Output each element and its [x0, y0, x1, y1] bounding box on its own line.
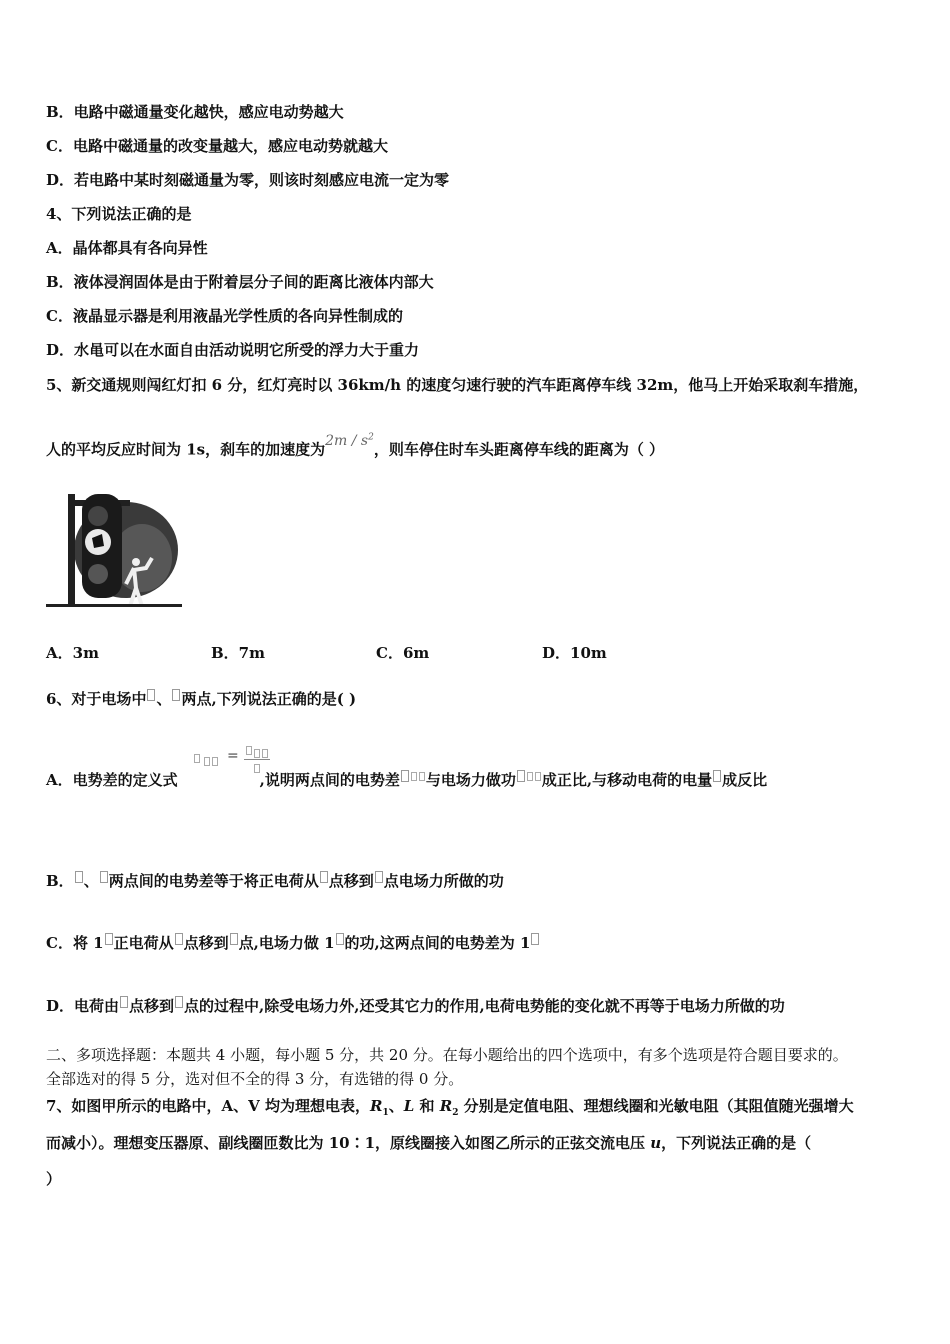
fraction-bar	[244, 759, 270, 760]
q7-part-a: 7、如图甲所示的电路中，	[46, 1097, 222, 1115]
missing-glyph-icon	[204, 757, 210, 766]
q5-option-a: A．3m	[46, 644, 99, 662]
q6-stem-part-b: 、	[156, 690, 172, 708]
missing-glyph-icon	[531, 933, 539, 945]
q7-r2-sub: 2	[452, 1108, 459, 1118]
q7-separator: 、	[388, 1097, 404, 1115]
q6-c-part-2: 正电荷从	[113, 934, 174, 952]
acceleration-formula	[325, 433, 374, 449]
q6-c-part-5: 的功,这两点间的电势差为 1	[344, 934, 531, 952]
q6-c-part-4: 点,电场力做 1	[238, 934, 335, 952]
q7-line2-part-a: 而减小）。理想变压器原、副线圈匝数比为 10∶1，原线圈接入如图乙所示的正弦交流电压	[46, 1134, 651, 1152]
q4-option-b: B．液体浸润固体是由于附着层分子间的距离比液体内部大	[46, 273, 434, 291]
q6-stem	[46, 689, 356, 709]
q7-part-c: 均为理想电表，	[259, 1097, 370, 1115]
missing-glyph-icon	[100, 871, 108, 883]
q6-option-a	[46, 770, 767, 790]
missing-glyph-icon	[175, 996, 183, 1008]
q6-d-part-1: D．电荷由	[46, 997, 120, 1015]
missing-glyph-icon	[175, 933, 183, 945]
q6-option-c	[46, 933, 540, 953]
missing-glyph-icon	[147, 689, 155, 701]
missing-glyph-icon	[401, 770, 409, 782]
q4-option-a: A．晶体都具有各向异性	[46, 239, 208, 257]
q6-d-part-3: 点的过程中,除受电场力外,还受其它力的作用,电荷电势能的变化就不再等于电场力所做的功	[184, 997, 785, 1015]
q7-part-d: 分别是定值电阻、理想线圈和光敏电阻（其阻值随光强增大	[458, 1097, 854, 1115]
q6-c-part-1: C．将 1	[46, 934, 104, 952]
missing-glyph-icon	[262, 749, 268, 758]
missing-glyph-icon	[230, 933, 238, 945]
missing-glyph-icon	[172, 689, 180, 701]
q6-a-part-5: 成反比	[722, 771, 768, 789]
missing-glyph-icon	[411, 772, 417, 781]
missing-glyph-icon	[246, 746, 252, 755]
q7-meters: A、V	[221, 1097, 260, 1115]
missing-glyph-icon	[535, 772, 541, 781]
equals-sign: =	[227, 748, 239, 764]
missing-glyph-icon	[320, 871, 328, 883]
q4-option-c: C．液晶显示器是利用液晶光学性质的各向异性制成的	[46, 307, 403, 325]
q7-r1-sub: 1	[382, 1108, 389, 1118]
missing-glyph-icon	[527, 772, 533, 781]
traffic-light-illustration	[46, 488, 184, 612]
q4-option-d: D．水黾可以在水面自由活动说明它所受的浮力大于重力	[46, 341, 420, 359]
q6-b-part-4: 点移到	[328, 872, 374, 890]
q6-a-part-3: 与电场力做功	[425, 771, 516, 789]
q5-stem-line1: 5、新交通规则闯红灯扣 6 分，红灯亮时以 36km/h 的速度匀速行驶的汽车距离停车线 32m，他马上开始采取刹车措施，	[46, 376, 869, 394]
q6-b-part-3: 两点间的电势差等于将正电荷从	[108, 872, 319, 890]
q3-option-b: B．电路中磁通量变化越快，感应电动势越大	[46, 103, 344, 121]
q6-b-part-5: 点电场力所做的功	[383, 872, 504, 890]
q6-a-part-2: ,说明两点间的电势差	[259, 771, 400, 789]
q6-c-part-3: 点移到	[183, 934, 229, 952]
q3-option-d: D．若电路中某时刻磁通量为零，则该时刻感应电流一定为零	[46, 171, 450, 189]
q6-stem-part-a: 6、对于电场中	[46, 690, 147, 708]
q7-voltage-u: u	[650, 1134, 662, 1152]
q6-option-b	[46, 871, 504, 891]
q7-stem-line2	[46, 1133, 811, 1153]
q4-stem: 4、下列说法正确的是	[46, 205, 192, 223]
q7-l: L	[403, 1097, 415, 1115]
q6-a-part-4: 成正比,与移动电荷的电量	[541, 771, 713, 789]
missing-glyph-icon	[120, 996, 128, 1008]
q5-option-d: D．10m	[542, 644, 607, 662]
section2-instructions-line1: 二、多项选择题：本题共 4 小题，每小题 5 分，共 20 分。在每小题给出的四个选项中，有多个选项是符合题目要求的。	[46, 1046, 848, 1064]
missing-glyph-icon	[517, 770, 525, 782]
q5-stem-part-a: 人的平均反应时间为 1s，刹车的加速度为	[46, 440, 326, 459]
q7-r2: R	[439, 1097, 453, 1115]
q7-r1: R	[369, 1097, 383, 1115]
q7-and: 和	[414, 1097, 440, 1115]
missing-glyph-icon	[194, 754, 200, 763]
missing-glyph-icon	[336, 933, 344, 945]
missing-glyph-icon	[75, 871, 83, 883]
missing-glyph-icon	[254, 749, 260, 758]
q6-b-part-2: 、	[83, 872, 99, 890]
missing-glyph-icon	[713, 770, 721, 782]
missing-glyph-icon	[419, 772, 425, 781]
q3-option-c: C．电路中磁通量的改变量越大，感应电动势就越大	[46, 137, 388, 155]
q5-option-c: C．6m	[376, 644, 430, 662]
q5-option-b: B．7m	[211, 644, 265, 662]
acceleration-exponent: 2	[368, 432, 374, 442]
q7-stem-line3: ）	[46, 1170, 62, 1188]
q6-option-d	[46, 996, 785, 1016]
missing-glyph-icon	[212, 757, 218, 766]
q6-d-part-2: 点移到	[129, 997, 175, 1015]
acceleration-value: 2m / s	[325, 432, 369, 449]
q6-b-part-1: B．	[46, 872, 74, 890]
q5-stem-part-b: ，则车停住时车头距离停车线的距离为（ ）	[373, 440, 665, 459]
q5-stem-line2	[46, 432, 665, 461]
missing-glyph-icon	[375, 871, 383, 883]
q7-stem-line1	[46, 1096, 854, 1123]
q7-line2-part-b: ，下列说法正确的是（	[661, 1134, 812, 1152]
missing-glyph-icon	[105, 933, 113, 945]
q6-stem-part-c: 两点,下列说法正确的是( )	[181, 690, 357, 708]
section2-instructions-line2: 全部选对的得 5 分，选对但不全的得 3 分，有选错的得 0 分。	[46, 1070, 464, 1088]
q6-a-part-1: A．电势差的定义式	[46, 771, 178, 789]
